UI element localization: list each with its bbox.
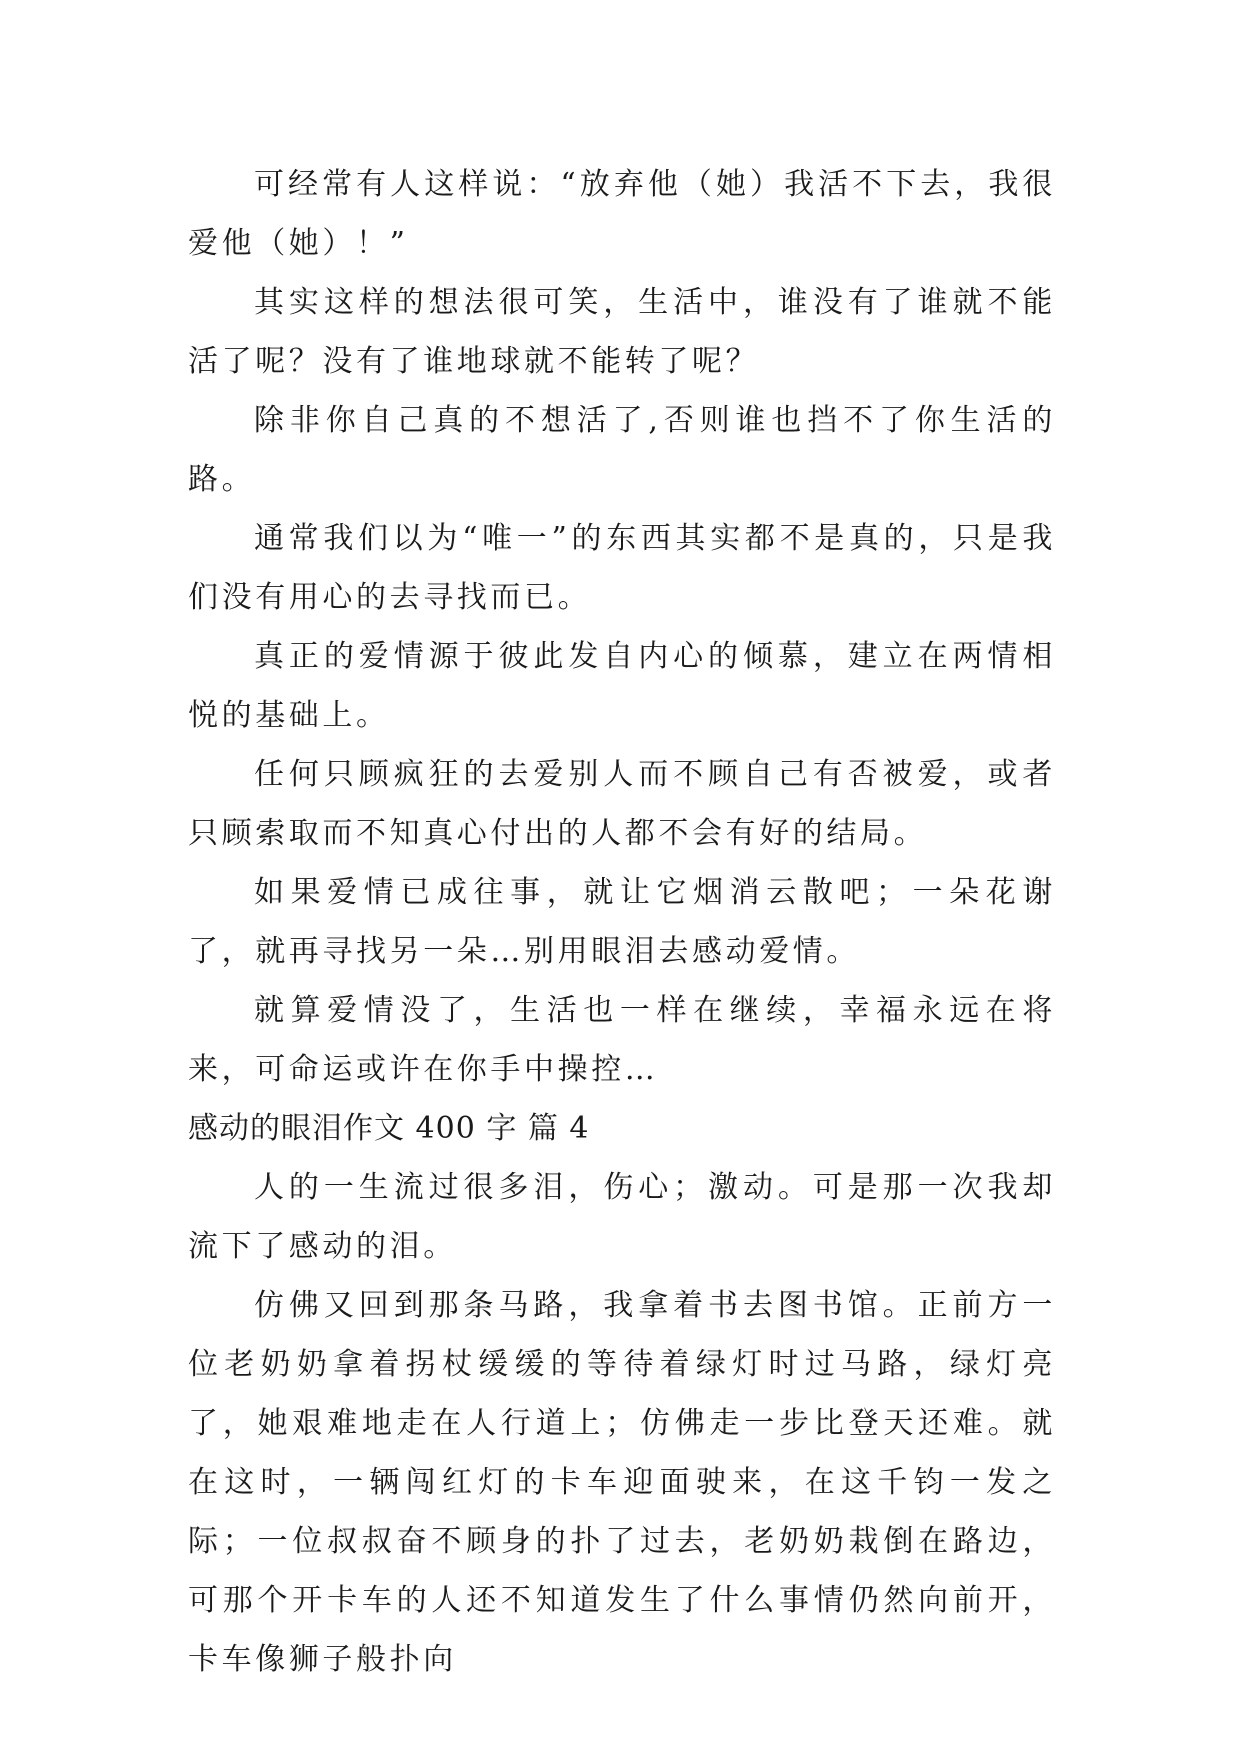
paragraph: 仿佛又回到那条马路，我拿着书去图书馆。正前方一位老奶奶拿着拐杖缓缓的等待着绿灯时过马路，绿灯亮了，她艰难地走在人行道上；仿佛走一步比登天还难。就在这时，一辆闯红灯的卡车迎面驶来，在这千钧一发之际；一位叔叔奋不顾身的扑了过去，老奶奶栽倒在路边，可那个开卡车的人还不知道发生了什么事情仍然向前开，卡车像狮子般扑向	[188, 1288, 1056, 1677]
paragraph: 任何只顾疯狂的去爱别人而不顾自己有否被爱，或者只顾索取而不知真心付出的人都不会有好的结局。	[188, 757, 1056, 851]
paragraph: 通常我们以为“唯一”的东西其实都不是真的，只是我们没有用心的去寻找而已。	[188, 521, 1056, 615]
paragraph: 真正的爱情源于彼此发自内心的倾慕，建立在两情相悦的基础上。	[188, 639, 1056, 733]
paragraph: 可经常有人这样说：“放弃他（她）我活不下去，我很爱他（她）！”	[188, 167, 1056, 261]
paragraph: 除非你自己真的不想活了,否则谁也挡不了你生活的路。	[188, 403, 1056, 497]
section-heading: 感动的眼泪作文 400 字 篇 4	[188, 1111, 590, 1146]
paragraph: 就算爱情没了，生活也一样在继续，幸福永远在将来，可命运或许在你手中操控…	[188, 993, 1056, 1087]
paragraph: 如果爱情已成往事，就让它烟消云散吧；一朵花谢了，就再寻找另一朵…别用眼泪去感动爱情。	[188, 875, 1056, 969]
document-body	[188, 155, 1056, 1689]
paragraph: 人的一生流过很多泪，伤心；激动。可是那一次我却流下了感动的泪。	[188, 1170, 1056, 1264]
paragraph: 其实这样的想法很可笑，生活中，谁没有了谁就不能活了呢？没有了谁地球就不能转了呢？	[188, 285, 1056, 379]
